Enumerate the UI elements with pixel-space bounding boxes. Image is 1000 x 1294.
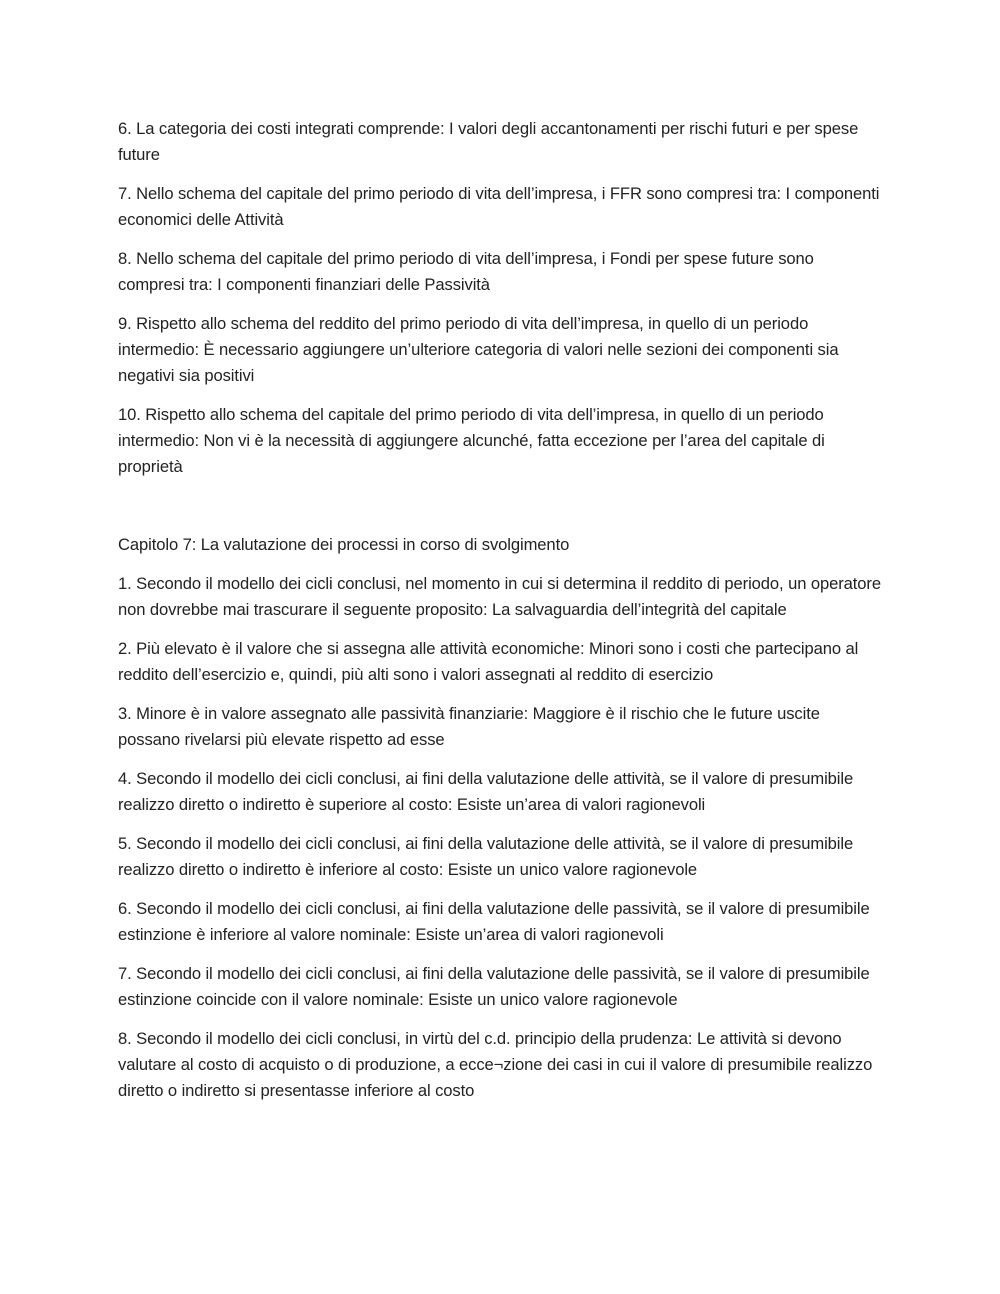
question-item: 1. Secondo il modello dei cicli conclusi, nel momento in cui si determina il reddito di periodo, un operatore non dovrebbe mai trascurare il seguente proposito: La salvaguardia dell’integrità del capitale	[118, 574, 881, 619]
question-item: 10. Rispetto allo schema del capitale del primo periodo di vita dell’impresa, in quello di un periodo intermedio: Non vi è la necessità di aggiungere alcunché, fatta eccezione per l’area del capitale di proprietà	[118, 405, 825, 476]
question-item: 7. Nello schema del capitale del primo periodo di vita dell’impresa, i FFR sono compresi tra: I componenti economici delle Attività	[118, 184, 880, 229]
question-item: 3. Minore è in valore assegnato alle passività finanziarie: Maggiore è il rischio che le future uscite possano rivelarsi più elevate rispetto ad esse	[118, 704, 820, 749]
question-item: 8. Secondo il modello dei cicli conclusi, in virtù del c.d. principio della prudenza: Le attività si devono valutare al costo di acquisto o di produzione, a ecce¬zione dei casi in cui il valore di presumibile realizzo diretto o indiretto si presentasse inferiore al costo	[118, 1029, 873, 1100]
section-chapter-7	[118, 532, 884, 1104]
document-page	[118, 116, 884, 1117]
section-previous-questions	[118, 116, 884, 480]
question-item: 7. Secondo il modello dei cicli conclusi, ai fini della valutazione delle passività, se il valore di presumibile estinzione coincide con il valore nominale: Esiste un unico valore ragionevole	[118, 964, 870, 1009]
question-item: 9. Rispetto allo schema del reddito del primo periodo di vita dell’impresa, in quello di un periodo intermedio: È necessario aggiungere un’ulteriore categoria di valori nelle sezioni dei componenti sia negativi sia positivi	[118, 314, 839, 385]
question-item: 6. Secondo il modello dei cicli conclusi, ai fini della valutazione delle passività, se il valore di presumibile estinzione è inferiore al valore nominale: Esiste un’area di valori ragionevoli	[118, 899, 870, 944]
question-item: 4. Secondo il modello dei cicli conclusi, ai fini della valutazione delle attività, se il valore di presumibile realizzo diretto o indiretto è superiore al costo: Esiste un’area di valori ragionevoli	[118, 769, 854, 814]
question-item: 2. Più elevato è il valore che si assegna alle attività economiche: Minori sono i costi che partecipano al reddito dell’esercizio e, quindi, più alti sono i valori assegnati al reddito di esercizio	[118, 639, 859, 684]
question-item: 6. La categoria dei costi integrati comprende: I valori degli accantonamenti per rischi futuri e per spese future	[118, 119, 859, 164]
spacer	[118, 493, 884, 532]
chapter-title: Capitolo 7: La valutazione dei processi in corso di svolgimento	[118, 535, 570, 554]
question-item: 8. Nello schema del capitale del primo periodo di vita dell’impresa, i Fondi per spese future sono compresi tra: I componenti finanziari delle Passività	[118, 249, 814, 294]
question-item: 5. Secondo il modello dei cicli conclusi, ai fini della valutazione delle attività, se il valore di presumibile realizzo diretto o indiretto è inferiore al costo: Esiste un unico valore ragionevole	[118, 834, 854, 879]
